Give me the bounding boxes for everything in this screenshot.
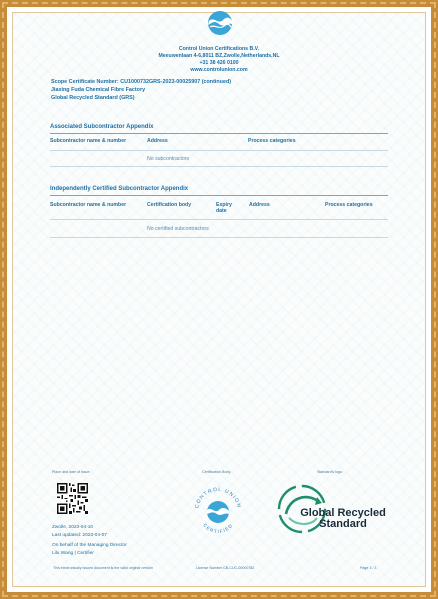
org-website[interactable]: www.controlunion.com [190, 67, 248, 73]
certificate-number: Scope Certificate Number: CU1000732GRS-2023-00025907 (continued) [51, 79, 232, 85]
col-certification-body: Certification body [147, 202, 192, 208]
associated-empty-text: No subcontractors [147, 156, 190, 162]
table-bottom-divider [50, 166, 388, 167]
control-union-certified-seal-icon [190, 483, 246, 539]
control-union-logo-icon [207, 10, 233, 36]
disclaimer-text: This electronically issued document is the valid original version [53, 566, 153, 570]
page-number: Page 3 / 3 [360, 566, 377, 570]
company-name: Jiaxing Fuda Chemical Fibre Factory [51, 87, 146, 93]
col-subcontractor-name: Subcontractor name & number [50, 202, 127, 208]
associated-section-title: Associated Subcontractor Appendix [50, 124, 154, 130]
standard-name: Global Recycled Standard (GRS) [51, 95, 135, 101]
standard-logo-label: Standard's logo: [317, 470, 343, 474]
grs-line-1: Global Recycled [300, 507, 386, 519]
col-address: Address [147, 138, 168, 144]
seal-text-top: CONTROL UNION [194, 486, 242, 510]
signatory-name: Lilu Wang | Certifier [52, 551, 94, 556]
last-updated: Last updated: 2023-04-07 [52, 533, 107, 538]
section-divider [50, 195, 388, 196]
qr-code-icon[interactable] [57, 483, 88, 514]
org-address: Meeuwenlaan 4-6,8011 BZ,Zwolle,Netherlands,NL [158, 53, 280, 59]
org-phone: +31 38 426 0100 [199, 60, 239, 66]
col-process-categories: Process categories [248, 138, 296, 144]
place-date-label: Place and date of issue: [52, 470, 91, 474]
grs-line-2: Standard [319, 518, 367, 530]
org-name: Control Union Certifications B.V. [178, 46, 260, 52]
col-process-categories: Process categories [325, 202, 373, 208]
scope-block [51, 78, 231, 102]
place-and-date: Zwolle, 2023-04-10 [52, 525, 94, 530]
svg-text:CERTIFIED [202, 522, 234, 534]
header-divider [50, 219, 388, 220]
col-address: Address [249, 202, 270, 208]
license-number: License Number CB-CUC-00000782 [196, 566, 255, 570]
col-expiry-date: Expiry date [216, 202, 232, 214]
seal-text-bottom: CERTIFIED [202, 522, 234, 535]
section-divider [50, 133, 388, 134]
col-subcontractor-name: Subcontractor name & number [50, 138, 127, 144]
on-behalf-text: On behalf of the Managing Director [52, 543, 127, 548]
independent-empty-text: No certified subcontractors [147, 226, 209, 232]
header-divider [50, 150, 388, 151]
grs-logo-text [297, 508, 389, 530]
independent-section-title: Independently Certified Subcontractor Appendix [50, 186, 189, 192]
table-bottom-divider [50, 237, 388, 238]
cert-body-label: Certification Body: [202, 470, 232, 474]
